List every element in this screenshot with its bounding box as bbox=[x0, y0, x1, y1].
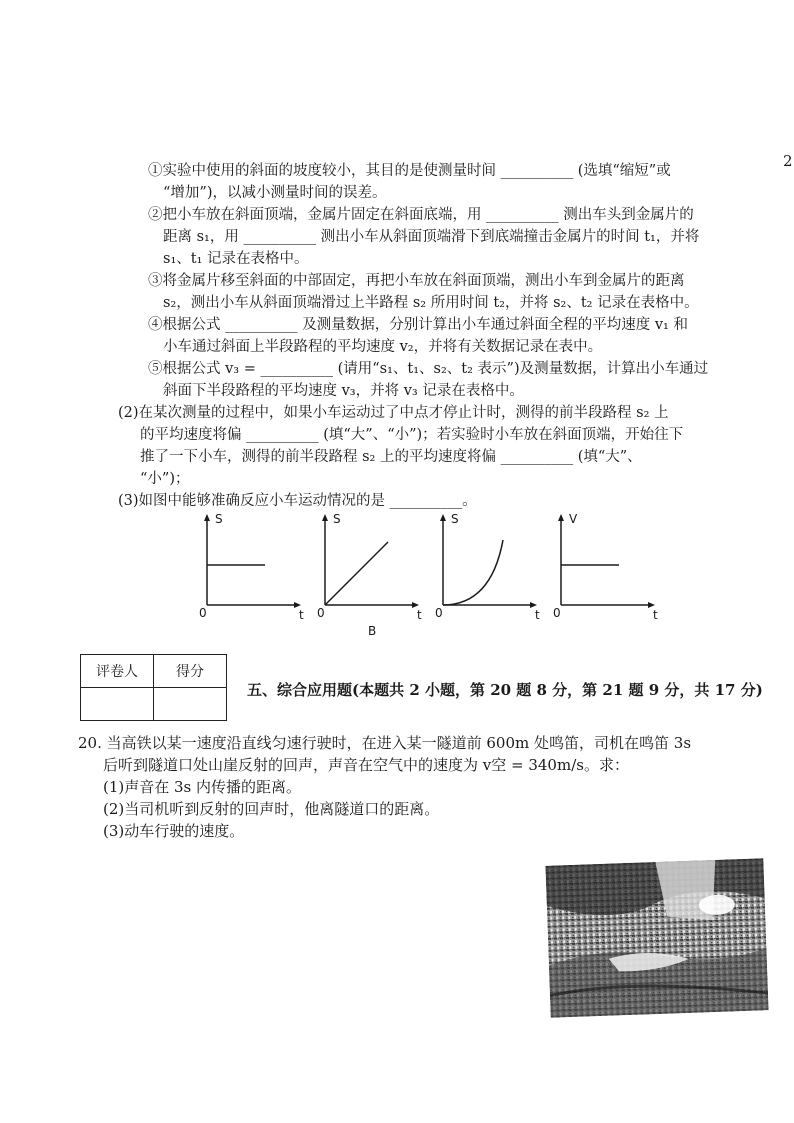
graph-c bbox=[431, 510, 541, 620]
graph-d-plot bbox=[549, 510, 659, 620]
text-line-13: 的平均速度将偏 __________ (填“大”、“小”)；若实验时小车放在斜面顶端，开始往下 bbox=[140, 427, 684, 443]
graph-d-x-label: t bbox=[653, 608, 658, 622]
text-line-1: ①实验中使用的斜面的坡度较小，其目的是使测量时间 __________ (选填“缩短”或 bbox=[148, 163, 671, 179]
section-title: 五、综合应用题(本题共 2 小题，第 20 题 8 分，第 21 题 9 分，共 17 分) bbox=[247, 681, 763, 699]
grader-cell[interactable] bbox=[81, 688, 154, 721]
grader-header: 评卷人 bbox=[81, 655, 154, 688]
text-line-4: 距离 s₁，用 __________ 测出小车从斜面顶端滑下到底端撞击金属片的时间 t₁，并将 bbox=[163, 229, 700, 245]
graph-d-origin: 0 bbox=[553, 606, 561, 620]
text-line-5: s₁、t₁ 记录在表格中。 bbox=[163, 251, 309, 267]
graph-a-x-label: t bbox=[299, 608, 304, 622]
graph-b-origin: 0 bbox=[317, 606, 325, 620]
text-line-9: 小车通过斜面上半段路程的平均速度 v₂，并将有关数据记录在表中。 bbox=[163, 339, 603, 355]
graph-b-plot bbox=[313, 510, 423, 620]
tunnel-landscape-photo bbox=[545, 858, 768, 1018]
q20-line-1: 20. 当高铁以某一速度沿直线匀速行驶时，在进入某一隧道前 600m 处鸣笛，司机在鸣笛 3s bbox=[78, 734, 692, 752]
photo-image bbox=[545, 858, 768, 1018]
graph-c-curve bbox=[443, 540, 503, 605]
text-line-12: (2)在某次测量的过程中，如果小车运动过了中点才停止计时，测得的前半段路程 s₂ 上 bbox=[118, 405, 669, 421]
text-line-10: ⑤根据公式 v₃ = __________ (请用“s₁、t₁、s₂、t₂ 表示”)及测量数据，计算出小车通过 bbox=[148, 361, 709, 377]
q20-line-4: (2)当司机听到反射的回声时，他离隧道口的距离。 bbox=[103, 800, 440, 818]
graph-c-plot bbox=[431, 510, 541, 620]
graph-a-y-label: S bbox=[215, 512, 223, 526]
text-line-15: “小”)； bbox=[140, 471, 190, 487]
graph-a bbox=[195, 510, 305, 620]
score-cell[interactable] bbox=[154, 688, 227, 721]
graph-c-x-label: t bbox=[535, 608, 540, 622]
text-line-2: “增加”)，以减小测量时间的误差。 bbox=[163, 185, 387, 201]
text-line-16: (3)如图中能够准确反应小车运动情况的是 __________。 bbox=[118, 493, 477, 509]
text-line-14: 推了一下小车，测得的前半段路程 s₂ 上的平均速度将偏 __________ (填“大”、 bbox=[140, 449, 642, 465]
graph-b-y-label: S bbox=[333, 512, 341, 526]
graph-d-y-label: V bbox=[569, 512, 578, 526]
text-line-3: ②把小车放在斜面顶端，金属片固定在斜面底端，用 __________ 测出车头到金属片的 bbox=[148, 207, 694, 223]
graph-c-origin: 0 bbox=[435, 606, 443, 620]
motion-graphs bbox=[195, 510, 658, 640]
graph-b-caption: B bbox=[368, 624, 377, 638]
text-line-6: ③将金属片移至斜面的中部固定，再把小车放在斜面顶端，测出小车到金属片的距离 bbox=[148, 273, 685, 289]
graph-b-x-label: t bbox=[417, 608, 422, 622]
graph-b bbox=[313, 510, 423, 620]
q20-line-2: 后听到隧道口处山崖反射的回声，声音在空气中的速度为 v空 = 340m/s。求： bbox=[103, 756, 629, 774]
graph-b-line bbox=[325, 542, 388, 605]
text-line-8: ④根据公式 __________ 及测量数据，分别计算出小车通过斜面全程的平均速度 v₁ 和 bbox=[148, 317, 688, 333]
graph-c-y-label: S bbox=[451, 512, 459, 526]
graph-d bbox=[549, 510, 659, 620]
text-line-7: s₂，测出小车从斜面顶端滑过上半路程 s₂ 所用时间 t₂，并将 s₂、t₂ 记录在表格中。 bbox=[163, 295, 699, 311]
q20-line-3: (1)声音在 3s 内传播的距离。 bbox=[103, 778, 302, 796]
graph-a-origin: 0 bbox=[199, 606, 207, 620]
graph-a-plot bbox=[195, 510, 305, 620]
q20-line-5: (3)动车行驶的速度。 bbox=[103, 822, 245, 840]
text-line-11: 斜面下半段路程的平均速度 v₃，并将 v₃ 记录在表格中。 bbox=[163, 383, 524, 399]
score-table bbox=[80, 654, 227, 721]
score-header: 得分 bbox=[154, 655, 227, 688]
page-number: 2 bbox=[783, 152, 793, 170]
